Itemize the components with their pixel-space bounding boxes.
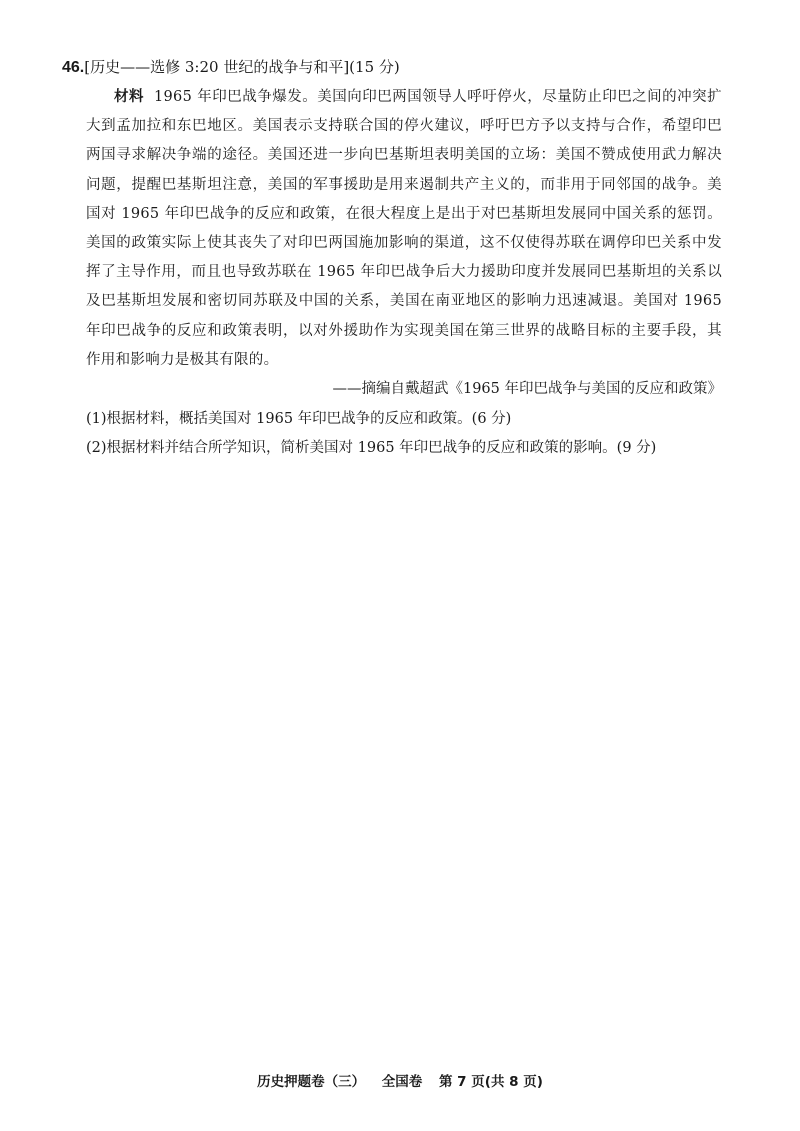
- footer-title: 历史押题卷（三）: [257, 1074, 366, 1090]
- question-heading: [62, 56, 400, 79]
- sub-question-2: (2)根据材料并结合所学知识，简析美国对 1965 年印巴战争的反应和政策的影响。(9 分): [86, 440, 657, 456]
- question-title: [历史——选修 3:20 世纪的战争与和平](15 分): [84, 58, 400, 76]
- material-text: 1965 年印巴战争爆发。美国向印巴两国领导人呼吁停火，尽量防止印巴之间的冲突扩大到孟加拉和东巴地区。美国表示支持联合国的停火建议，呼吁巴方予以支持与合作，希望印巴两国寻求解决争端的途径。美国还进一步向巴基斯坦表明美国的立场：美国不赞成使用武力解决问题，提醒巴基斯坦注意，美国的军事援助是用来遏制共产主义的，而非用于同邻国的战争。美国对 1965 年印巴战争的反应和政策，在很大程度上是出于对巴基斯坦发展同中国关系的惩罚。美国的政策实际上使其丧失了对印巴两国施加影响的渠道，这不仅使得苏联在调停印巴关系中发挥了主导作用，而且也导致苏联在 1965 年印巴战争后大力援助印度并发展同巴基斯坦的关系以及巴基斯坦发展和密切同苏联及中国的关系，美国在南亚地区的影响力迅速减退。美国对 1965 年印巴战争的反应和政策表明，以对外援助作为实现美国在第三世界的战略目标的主要手段，其作用和影响力是极其有限的。: [86, 89, 722, 368]
- page-footer: [0, 1072, 800, 1092]
- material-source: ——摘编自戴超武《1965 年印巴战争与美国的反应和政策》: [332, 381, 722, 397]
- material-label: 材料: [114, 88, 144, 105]
- sub-question-1: (1)根据材料，概括美国对 1965 年印巴战争的反应和政策。(6 分): [86, 411, 512, 427]
- material-paragraph: [86, 82, 722, 375]
- footer-edition: 全国卷: [381, 1074, 423, 1090]
- footer-page-number: 第 7 页(共 8 页): [438, 1074, 543, 1090]
- question-number: 46.: [62, 59, 85, 76]
